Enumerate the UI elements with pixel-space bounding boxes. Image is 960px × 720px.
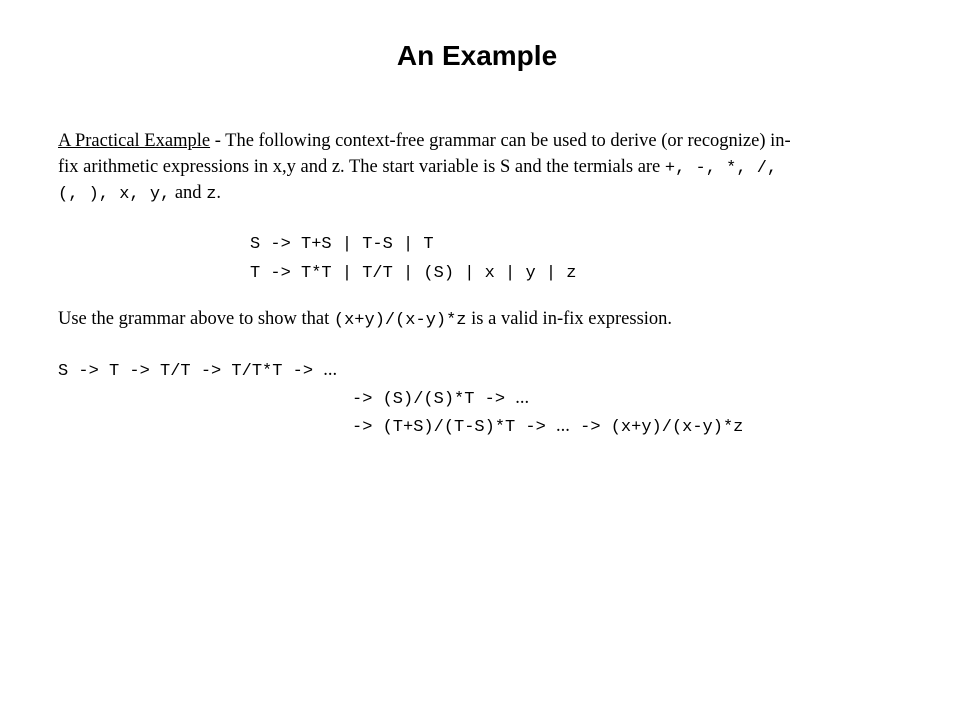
derivation-line-2-code: -> (S)/(S)*T ->	[352, 390, 516, 409]
grammar-rules	[250, 230, 576, 288]
derivation-line-3	[58, 413, 743, 441]
derivation-line-2-ellipsis: ...	[515, 388, 530, 408]
derivation-line-1	[58, 357, 743, 385]
intro-line-1	[58, 128, 791, 154]
task-paragraph	[58, 306, 672, 334]
derivation-line-3-ellipsis: ...	[556, 416, 570, 436]
task-prefix: Use the grammar above to show that	[58, 309, 334, 329]
grammar-rule-t: T -> T*T | T/T | (S) | x | y | z	[250, 264, 577, 283]
grammar-rule-s: S -> T+S | T-S | T	[250, 235, 434, 254]
derivation-line-2	[58, 385, 743, 413]
terminals-operators: +, -, *, /,	[664, 159, 778, 178]
derivation	[58, 357, 743, 441]
intro-line-2	[58, 154, 791, 180]
intro-paragraph	[58, 128, 791, 206]
practical-example-label: A Practical Example	[58, 131, 211, 151]
task-expression: (x+y)/(x-y)*z	[333, 311, 467, 330]
task-suffix: is a valid in-fix expression.	[466, 309, 673, 329]
derivation-line-3-code-b: -> (x+y)/(x-y)*z	[569, 418, 744, 437]
intro-line-2-text: fix arithmetic expressions in x,y and z. The start variable is S and the termials are	[58, 157, 665, 177]
terminals-symbols: (, ), x, y,	[58, 185, 171, 204]
intro-and: and	[170, 183, 207, 203]
derivation-line-1-code: S -> T -> T/T -> T/T*T ->	[58, 362, 324, 381]
derivation-line-3-code-a: -> (T+S)/(T-S)*T ->	[352, 418, 557, 437]
derivation-line-1-ellipsis: ...	[323, 360, 338, 380]
slide-title: An Example	[396, 40, 558, 71]
intro-line-1-text: - The following context-free grammar can be used to derive (or recognize) in-	[210, 131, 791, 151]
terminal-z: z	[206, 185, 217, 204]
intro-line-3	[58, 180, 791, 206]
intro-period: .	[216, 183, 222, 203]
